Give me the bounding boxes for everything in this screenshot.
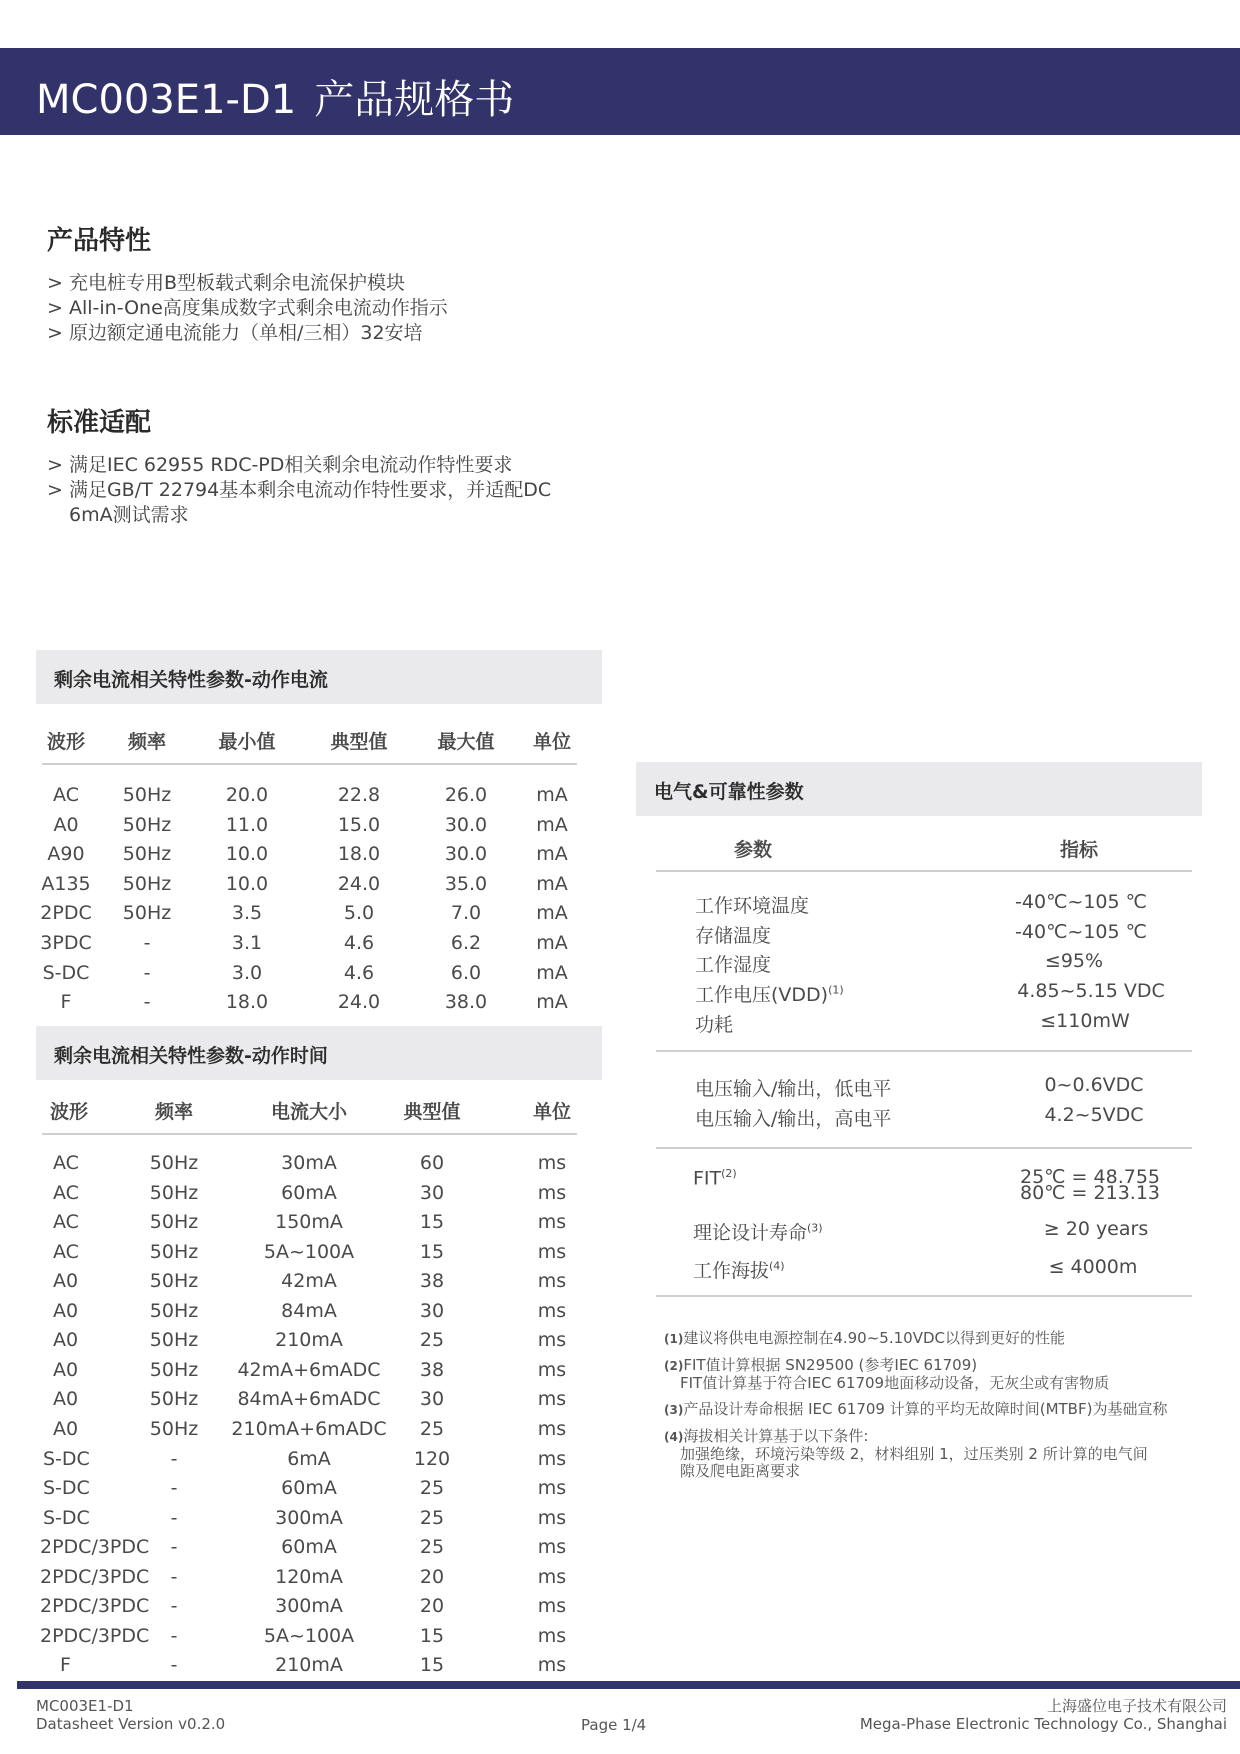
- feature-item: > 充电桩专用B型板载式剩余电流保护模块: [47, 272, 405, 294]
- table-cell: -: [170, 1477, 178, 1500]
- table-cell: 5A~100A: [263, 1624, 355, 1647]
- table-cell: 42mA+6mADC: [237, 1358, 381, 1381]
- table-cell: 84mA: [281, 1299, 337, 1322]
- table-cell: 25: [419, 1417, 445, 1440]
- table-cell: A0: [53, 1417, 79, 1440]
- table-cell: 50Hz: [149, 1240, 199, 1263]
- footnote-mark: (2): [664, 1359, 684, 1373]
- table-cell: 210mA+6mADC: [231, 1417, 387, 1440]
- table-cell: 60mA: [281, 1477, 337, 1500]
- table-cell: 60mA: [281, 1181, 337, 1204]
- table-cell: 3.1: [231, 932, 263, 954]
- table-cell: 6.2: [450, 932, 482, 954]
- table-cell: mA: [536, 813, 568, 836]
- table-cell: 30: [419, 1181, 445, 1204]
- param-value: 4.2~5VDC: [1044, 1104, 1144, 1126]
- table-cell: 30.0: [444, 843, 488, 866]
- table-cell: mA: [536, 932, 568, 954]
- table-cell: 300mA: [275, 1506, 343, 1529]
- footnote: [664, 1401, 1204, 1419]
- divider: [656, 1147, 1192, 1149]
- param-name: 电压输入/输出，低电平: [695, 1078, 892, 1100]
- table-cell: mA: [536, 902, 568, 925]
- table-cell: AC: [53, 1152, 79, 1174]
- table-cell: 5A~100A: [263, 1240, 355, 1263]
- table-cell: -: [170, 1565, 178, 1588]
- table-cell: S-DC: [43, 1447, 90, 1470]
- table-cell: ms: [537, 1477, 567, 1500]
- table-cell: ms: [537, 1211, 567, 1234]
- table-cell: 38: [419, 1270, 445, 1293]
- table-cell: 60mA: [281, 1536, 337, 1559]
- table-cell: 4.6: [343, 961, 375, 984]
- param-name: 功耗: [695, 1014, 734, 1036]
- standards-heading: 标准适配: [47, 408, 152, 438]
- divider: [656, 1050, 1192, 1052]
- table-cell: A0: [53, 813, 79, 836]
- footnote-ref: (4): [769, 1259, 785, 1273]
- footnote-ref: (1): [828, 983, 844, 997]
- footer-left: [36, 1697, 225, 1733]
- table-cell: mA: [536, 784, 568, 806]
- table-cell: 20: [419, 1565, 445, 1588]
- table-cell: ms: [537, 1388, 567, 1411]
- table-cell: 3PDC: [40, 932, 92, 954]
- footnote-ref: (3): [807, 1221, 823, 1235]
- param-name-text: 工作海拔: [693, 1260, 770, 1282]
- table-cell: 2PDC/3PDC: [40, 1595, 150, 1618]
- table-cell: 30: [419, 1299, 445, 1322]
- table-cell: 30: [419, 1388, 445, 1411]
- table-cell: 20.0: [225, 784, 269, 806]
- table-cell: 2PDC/3PDC: [40, 1536, 150, 1559]
- table-cell: 3.0: [231, 961, 263, 984]
- table-cell: 300mA: [275, 1595, 343, 1618]
- table-cell: 11.0: [225, 813, 269, 836]
- table-cell: AC: [53, 1211, 79, 1234]
- table-cell: 120: [413, 1447, 451, 1470]
- elec-table-title-bar: [636, 762, 1202, 816]
- table-cell: -: [170, 1595, 178, 1618]
- table-cell: 84mA+6mADC: [237, 1388, 381, 1411]
- fit-value-80c: 80℃ = 213.13: [1020, 1182, 1160, 1204]
- param-name-text: FIT: [693, 1167, 722, 1190]
- features-section: [47, 220, 448, 346]
- param-value: -40℃~105 ℃: [1015, 921, 1147, 943]
- column-header: 电流大小: [270, 1101, 348, 1123]
- table-cell: 38.0: [444, 991, 488, 1014]
- table-cell: AC: [53, 784, 79, 806]
- footer-company-cn: 上海盛位电子技术有限公司: [1046, 1697, 1227, 1715]
- table-cell: 50Hz: [149, 1358, 199, 1381]
- footnote-text: 加强绝缘，环境污染等级 2，材料组别 1，过压类别 2 所计算的电气间: [680, 1445, 1148, 1463]
- footer-model: MC003E1-D1: [36, 1697, 134, 1715]
- table-cell: 2PDC/3PDC: [40, 1624, 150, 1647]
- table-cell: 120mA: [275, 1565, 343, 1588]
- divider: [42, 1133, 577, 1135]
- standard-item: > 满足GB/T 22794基本剩余电流动作特性要求，并适配DC: [47, 479, 552, 501]
- table-cell: ms: [537, 1417, 567, 1440]
- table-cell: mA: [536, 961, 568, 984]
- table-cell: 18.0: [337, 843, 381, 866]
- table-cell: 7.0: [450, 902, 482, 925]
- table-cell: 15: [419, 1211, 445, 1234]
- table-cell: 50Hz: [149, 1388, 199, 1411]
- footer-rule: [17, 1681, 1240, 1689]
- param-name: [693, 1167, 737, 1189]
- features-heading: 产品特性: [47, 226, 152, 256]
- table-cell: -: [170, 1536, 178, 1559]
- table-cell: 50Hz: [149, 1270, 199, 1293]
- time-table-title: 剩余电流相关特性参数-动作时间: [54, 1045, 328, 1067]
- table-cell: 50Hz: [122, 784, 172, 806]
- footnote-text: 建议将供电电源控制在4.90~5.10VDC以得到更好的性能: [683, 1329, 1065, 1347]
- table-cell: 15: [419, 1240, 445, 1263]
- table-cell: S-DC: [42, 961, 90, 984]
- table-cell: ms: [537, 1624, 567, 1647]
- table-cell: 50Hz: [149, 1181, 199, 1204]
- table-cell: 26.0: [444, 784, 488, 806]
- column-header: 频率: [127, 731, 167, 753]
- column-header: 最小值: [218, 731, 276, 753]
- table-cell: 18.0: [225, 991, 269, 1014]
- table-cell: ms: [537, 1299, 567, 1322]
- footer-page: Page 1/4: [581, 1716, 647, 1734]
- table-cell: A90: [47, 843, 85, 866]
- table-cell: 10.0: [225, 843, 269, 866]
- table-cell: A0: [53, 1329, 79, 1352]
- table-cell: 50Hz: [149, 1329, 199, 1352]
- feature-item: > All-in-One高度集成数字式剩余电流动作指示: [47, 297, 448, 319]
- footnote: [664, 1357, 1204, 1392]
- table-cell: 50Hz: [149, 1417, 199, 1440]
- table-cell: 2PDC: [40, 902, 92, 925]
- table-cell: 20: [419, 1595, 445, 1618]
- table-cell: 150mA: [275, 1211, 343, 1234]
- table-cell: AC: [53, 1181, 79, 1204]
- table-cell: 25: [419, 1477, 445, 1500]
- standards-list: [47, 453, 551, 528]
- table-cell: A0: [53, 1358, 79, 1381]
- footnote-text: FIT值计算根据 SN29500 (参考IEC 61709): [683, 1356, 978, 1374]
- elec-table-title: 电气&可靠性参数: [654, 781, 804, 803]
- table-cell: 15: [419, 1624, 445, 1647]
- param-value: -40℃~105 ℃: [1015, 891, 1147, 913]
- table-cell: 6mA: [287, 1447, 331, 1470]
- table-cell: 25: [419, 1329, 445, 1352]
- table-cell: 25: [419, 1506, 445, 1529]
- footnote-text: 隙及爬电距离要求: [680, 1462, 801, 1480]
- standard-item-continued: 6mA测试需求: [69, 504, 189, 526]
- footnote-ref: (2): [721, 1167, 737, 1180]
- table-cell: 35.0: [444, 872, 488, 895]
- table-cell: 210mA: [275, 1654, 343, 1677]
- column-header: 最大值: [437, 731, 495, 753]
- column-header: 单位: [532, 1101, 572, 1123]
- param-name: [693, 1218, 823, 1245]
- table-cell: 30mA: [281, 1152, 337, 1174]
- column-header: 典型值: [330, 731, 388, 753]
- table-cell: AC: [53, 1240, 79, 1263]
- table-cell: 4.6: [343, 932, 375, 954]
- document-type: 产品规格书: [314, 77, 515, 123]
- param-value: ≤ 4000m: [1048, 1256, 1138, 1278]
- table-cell: 2PDC/3PDC: [40, 1565, 150, 1588]
- features-list: [47, 271, 448, 346]
- table-cell: 30.0: [444, 813, 488, 836]
- table-cell: ms: [537, 1270, 567, 1293]
- model-number: MC003E1-D1: [36, 77, 297, 123]
- table-cell: A0: [53, 1270, 79, 1293]
- table-cell: -: [170, 1654, 178, 1677]
- table-cell: 50Hz: [122, 872, 172, 895]
- table-cell: 10.0: [225, 872, 269, 895]
- table-cell: 50Hz: [122, 902, 172, 925]
- column-header: 单位: [532, 731, 572, 753]
- footnote-text: FIT值计算基于符合IEC 61709地面移动设备，无灰尘或有害物质: [680, 1374, 1110, 1392]
- table-cell: 3.5: [231, 902, 263, 925]
- param-name: 存储温度: [695, 925, 772, 947]
- table-cell: mA: [536, 991, 568, 1014]
- table-cell: ms: [537, 1654, 567, 1677]
- table-cell: 38: [419, 1358, 445, 1381]
- table-cell: 50Hz: [122, 813, 172, 836]
- table-cell: 5.0: [343, 902, 375, 925]
- param-name-text: 理论设计寿命: [693, 1222, 808, 1244]
- table-cell: -: [143, 932, 151, 954]
- table-cell: ms: [537, 1565, 567, 1588]
- column-header: 波形: [49, 1101, 89, 1123]
- table-cell: mA: [536, 843, 568, 866]
- footnotes: [664, 1330, 1204, 1489]
- footnote-mark: (3): [664, 1403, 684, 1417]
- param-name: 电压输入/输出，高电平: [695, 1108, 892, 1130]
- param-value: ≤110mW: [1040, 1010, 1130, 1032]
- table-cell: ms: [537, 1181, 567, 1204]
- table-cell: 60: [419, 1152, 445, 1174]
- table-cell: A0: [53, 1388, 79, 1411]
- table-cell: ms: [537, 1536, 567, 1559]
- table-cell: A0: [53, 1299, 79, 1322]
- table-cell: -: [143, 961, 151, 984]
- current-table-title-bar: [36, 650, 602, 704]
- table-cell: 15.0: [337, 813, 381, 836]
- current-table-title: 剩余电流相关特性参数-动作电流: [54, 669, 328, 691]
- table-cell: S-DC: [43, 1506, 90, 1529]
- table-cell: A135: [41, 872, 91, 895]
- table-cell: -: [170, 1447, 178, 1470]
- table-cell: -: [170, 1624, 178, 1647]
- footnote-text: 海拔相关计算基于以下条件:: [683, 1427, 869, 1445]
- table-cell: S-DC: [43, 1477, 90, 1500]
- table-cell: mA: [536, 872, 568, 895]
- table-cell: 6.0: [450, 961, 482, 984]
- table-cell: 24.0: [337, 991, 381, 1014]
- table-cell: 15: [419, 1654, 445, 1677]
- table-cell: 42mA: [281, 1270, 337, 1293]
- param-name: [693, 1256, 785, 1283]
- standards-section: [47, 402, 551, 528]
- footnote-mark: (4): [664, 1430, 684, 1444]
- elec-header-param: 参数: [733, 839, 773, 861]
- column-header: 频率: [154, 1101, 194, 1123]
- fit-values: [1020, 1166, 1160, 1204]
- table-cell: 50Hz: [122, 843, 172, 866]
- table-cell: ms: [537, 1240, 567, 1263]
- divider: [656, 870, 1192, 872]
- table-cell: -: [170, 1506, 178, 1529]
- table-cell: 24.0: [337, 872, 381, 895]
- param-name: 工作环境温度: [695, 895, 810, 917]
- footnote-mark: (1): [664, 1332, 684, 1346]
- divider: [656, 1295, 1192, 1297]
- footer-version: Datasheet Version v0.2.0: [36, 1715, 226, 1733]
- fit-value-25c: 25℃ = 48.755: [1020, 1166, 1160, 1188]
- param-value: ≥ 20 years: [1043, 1218, 1149, 1240]
- standard-item: > 满足IEC 62955 RDC-PD相关剩余电流动作特性要求: [47, 454, 513, 476]
- standard-item: [47, 503, 551, 528]
- table-cell: 210mA: [275, 1329, 343, 1352]
- table-cell: F: [60, 1654, 71, 1677]
- footnote-text: 产品设计寿命根据 IEC 61709 计算的平均无故障时间(MTBF)为基础宣称: [683, 1400, 1168, 1418]
- param-name: 工作湿度: [695, 954, 772, 976]
- table-cell: ms: [537, 1329, 567, 1352]
- elec-header-value: 指标: [1059, 839, 1099, 861]
- time-table-title-bar: [36, 1026, 602, 1080]
- table-cell: 22.8: [337, 784, 381, 806]
- table-cell: ms: [537, 1595, 567, 1618]
- param-value: ≤95%: [1044, 950, 1104, 972]
- param-name: [695, 980, 844, 1007]
- table-cell: ms: [537, 1152, 567, 1174]
- table-cell: 50Hz: [149, 1152, 199, 1174]
- table-cell: 50Hz: [149, 1211, 199, 1234]
- feature-item: > 原边额定通电流能力（单相/三相）32安培: [47, 322, 423, 344]
- footnote: [664, 1428, 1204, 1480]
- table-cell: ms: [537, 1358, 567, 1381]
- table-cell: 50Hz: [149, 1299, 199, 1322]
- param-value: 0~0.6VDC: [1044, 1074, 1144, 1096]
- table-cell: ms: [537, 1447, 567, 1470]
- footnote: [664, 1330, 1204, 1348]
- footer-company-en: Mega-Phase Electronic Technology Co., Shanghai: [859, 1715, 1227, 1733]
- divider: [42, 763, 577, 765]
- title-banner: [0, 48, 1240, 135]
- table-cell: -: [143, 991, 151, 1014]
- column-header: 典型值: [403, 1101, 461, 1123]
- param-name-text: 工作电压(VDD): [695, 984, 829, 1006]
- table-cell: ms: [537, 1506, 567, 1529]
- param-value: 4.85~5.15 VDC: [1017, 980, 1165, 1002]
- footer-right: [860, 1697, 1227, 1733]
- column-header: 波形: [46, 731, 86, 753]
- page-title: [36, 68, 514, 125]
- table-cell: F: [60, 991, 72, 1014]
- table-cell: 25: [419, 1536, 445, 1559]
